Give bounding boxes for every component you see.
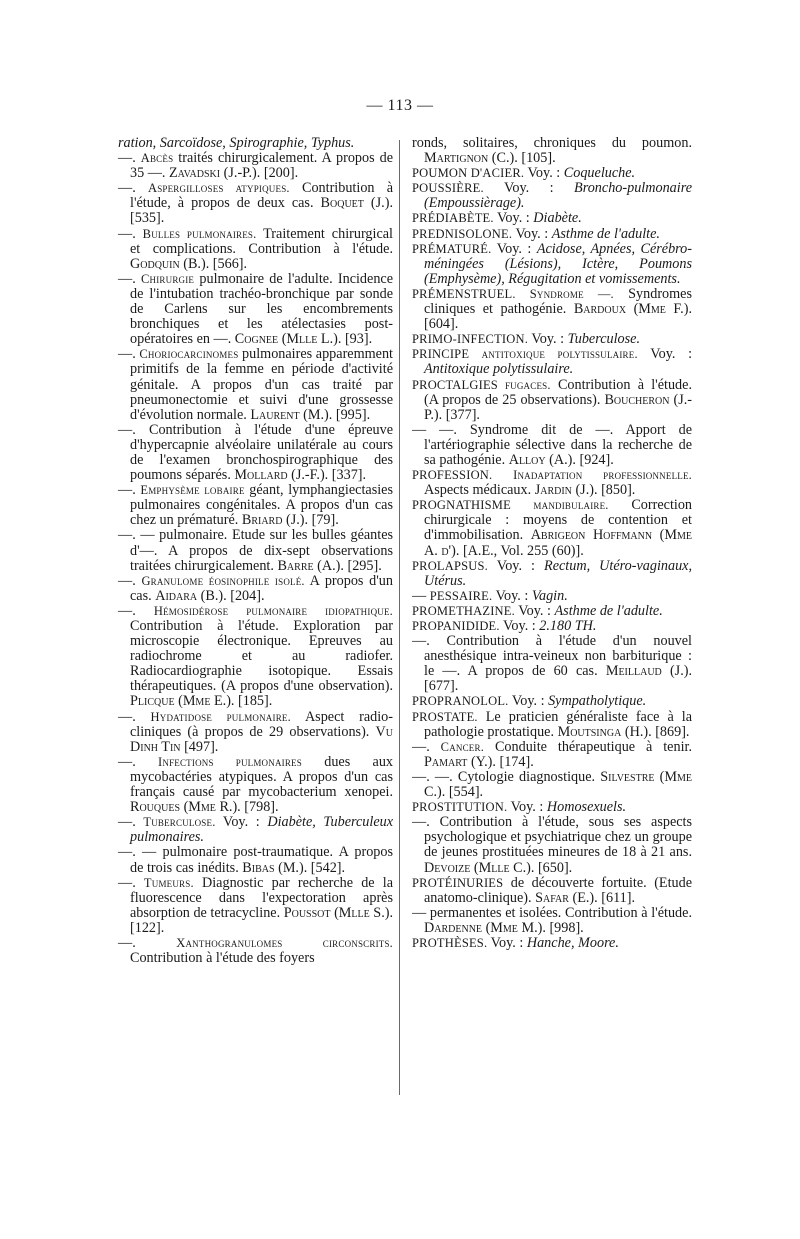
entry-lead: —. (118, 346, 136, 363)
entry-author: Zavadski (J.-P.). (169, 165, 261, 182)
entry-citation: [174]. (499, 753, 534, 770)
entry-text: dues aux mycobactéries atypiques. A propos d'un cas français causé par mycobacterium xenopei. (130, 753, 394, 801)
entry-heading: Granulome éosinophile isolé. (141, 573, 305, 588)
index-entry (412, 242, 692, 287)
entry-author: Devoize (Mlle C.). (424, 859, 535, 876)
entry-heading: POUSSIÈRE. (412, 181, 484, 196)
index-entry (412, 815, 692, 875)
entry-heading: Tuberculose. (143, 815, 216, 830)
index-entry (118, 604, 393, 710)
index-entry (118, 347, 393, 422)
entry-text: Voy. : (531, 331, 565, 348)
index-entry (412, 136, 692, 166)
entry-text: de découverte fortuite. (Etude anatomo-clinique). (424, 874, 693, 906)
index-entry (412, 770, 692, 800)
index-entry (412, 347, 692, 377)
index-entry (412, 287, 692, 332)
index-entry (412, 211, 692, 226)
entry-lead: —. (118, 708, 136, 725)
entry-heading: PROTÉINURIES (412, 875, 504, 890)
entry-heading: Xanthogranulomes circonscrits. (176, 935, 394, 950)
entry-heading: PROSTATE. (412, 709, 478, 724)
index-entry (412, 876, 692, 906)
entry-heading: PROPRANOLOL. (412, 694, 509, 709)
entry-lead: —. — (118, 527, 155, 544)
entry-citation: [105]. (521, 150, 556, 167)
entry-reference-italic: Antitoxique polytissulaire. (424, 361, 574, 378)
index-entry (412, 634, 692, 694)
entry-heading: Bulles pulmonaires. (142, 226, 257, 241)
entry-author: Poussot (Mlle S.). (283, 904, 394, 921)
entry-text: Contribution à l'étude. (A propos de 25 observations). (424, 376, 692, 408)
entry-heading: PRÉMENSTRUEL. Syndrome —. (412, 286, 614, 301)
entry-citation: [497]. (184, 738, 219, 755)
right-column (412, 136, 692, 951)
entry-author: Jardin (J.). (534, 482, 598, 499)
entry-reference-italic: Hanche, Moore. (526, 934, 619, 951)
entry-author: Bardoux (Mme F.). (573, 301, 692, 318)
entry-author: Rouques (Mme R.). (130, 799, 241, 816)
page-number: — 113 — (366, 97, 434, 114)
entry-text: Voy. : (504, 180, 554, 197)
index-entry (118, 151, 393, 181)
entry-heading: PROLAPSUS. (412, 558, 488, 573)
entry-reference-italic: Homosexuels. (546, 799, 627, 816)
entry-reference-italic: Acidose, Apnées, Cérébro-méningées (Lésions), Ictère, Poumons (Emphysème), Régugitation et vomissements. (424, 240, 692, 287)
entry-heading: PROFESSION. Inadaptation professionnelle. (412, 468, 692, 483)
entry-reference-italic: Asthme de l'adulte. (554, 602, 663, 619)
entry-reference-italic: Tuberculose. (567, 331, 641, 348)
entry-text: Le praticien généraliste face à la pathologie prostatique. (424, 708, 692, 740)
entry-citation: [185]. (238, 693, 273, 710)
entry-heading: PESSAIRE. (429, 588, 493, 603)
entry-text: Voy. : (222, 814, 260, 831)
entry-author: Silvestre (Mme C.). (424, 768, 693, 801)
entry-text: Contribution à l'étude d'une épreuve d'hypercapnie alvéolaire unilatérale au cours de l'examen bronchospirographique des poumons séparés. (130, 421, 394, 484)
entry-reference-italic: Diabète, Tuberculeux pulmonaires. (130, 814, 394, 846)
index-entry (412, 468, 692, 498)
entry-lead: —. (412, 814, 430, 831)
entry-reference-italic: Asthme de l'adulte. (551, 225, 660, 242)
entry-reference-italic: Coqueluche. (563, 165, 636, 182)
entry-citation: [998]. (549, 919, 584, 936)
entry-text: Aspects médicaux. (424, 482, 532, 499)
entry-author: Dardenne (Mme M.). (424, 919, 546, 936)
entry-author: Vu Dinh Tin (130, 723, 393, 755)
index-entry (118, 423, 393, 483)
entry-heading: PRÉMATURÉ. (412, 241, 492, 256)
entry-text: Voy. : (510, 799, 544, 816)
entry-text: Voy. : (496, 240, 532, 257)
entry-reference-italic: Sympatholytique. (548, 693, 647, 710)
entry-heading: PROSTITUTION. (412, 800, 508, 815)
entry-citation: [924]. (579, 451, 614, 468)
entry-reference-italic: 2.180 TH. (539, 618, 597, 634)
entry-text: Diagnostic par recherche de la fluorescence dans l'expectoration après absorption de tetracycline. (130, 874, 394, 921)
entry-lead: —. (412, 738, 430, 755)
entry-citation: [122]. (130, 919, 165, 936)
entry-text: pulmonaire post-traumatique. A propos de trois cas inédits. (130, 844, 393, 876)
index-entry (118, 815, 393, 845)
entry-heading: PROTHÈSES. (412, 935, 488, 950)
entry-lead: —. (118, 421, 136, 438)
index-entry (412, 800, 692, 815)
entry-author: Martignon (C.). (424, 150, 518, 167)
entry-citation: [337]. (331, 467, 367, 484)
index-entry (118, 574, 393, 604)
entry-text: Voy. : (650, 346, 693, 363)
entry-lead: —. (118, 753, 136, 770)
index-entry (118, 845, 393, 875)
index-entry (118, 272, 393, 347)
entry-text: ronds, solitaires, chroniques du poumon. (412, 135, 692, 151)
entry-reference-italic: Broncho-pulmonaire (Empoussièrage). (424, 180, 692, 212)
entry-author: Boucheron (J.-P.). (424, 391, 693, 423)
entry-reference-italic: Rectum, Utéro-vaginaux, Utérus. (424, 557, 693, 589)
left-column (118, 136, 393, 966)
entry-text: pulmonaires apparemment primitifs de la femme en période d'activité génitale. A propos d'un cas traité par pneumonectomie et suivi d'une grossesse d'évolution normale. (130, 346, 393, 423)
entry-citation: [869]. (655, 723, 690, 740)
entry-lead: —. (118, 225, 136, 242)
entry-text: A propos d'un cas. (130, 572, 393, 604)
index-entry (118, 936, 393, 966)
entry-text: traités chirurgicalement. A propos de 35 —. (130, 150, 394, 182)
entry-citation: [650]. (537, 859, 573, 876)
entry-lead: — (412, 587, 427, 604)
index-entry (412, 378, 692, 423)
entry-author: Aidara (B.). (155, 587, 227, 604)
entry-lead: —. (118, 602, 136, 619)
entry-heading: POUMON D'ACIER. (412, 166, 525, 181)
index-entry (412, 710, 692, 740)
entry-citation: [377]. (445, 406, 480, 423)
entry-heading: PRINCIPE antitoxique polytissulaire. (412, 347, 638, 362)
entry-text: Contribution à l'étude des foyers (130, 950, 315, 967)
index-entry (118, 483, 393, 528)
entry-author: Meillaud (J.). (605, 663, 693, 680)
entry-citation: [604]. (424, 316, 459, 333)
entry-text: Syndrome dit de —. Apport de l'artériographie sélective dans la recherche de sa pathogénie. (424, 421, 693, 468)
entry-reference-italic: ration, Sarcoïdose, Spirographie, Typhus. (118, 135, 355, 151)
entry-lead: —. (118, 814, 136, 831)
entry-citation: [677]. (424, 678, 459, 695)
entry-heading: PROMETHAZINE. (412, 603, 515, 618)
index-entry (412, 227, 692, 242)
entry-heading: PREDNISOLONE. (412, 226, 513, 241)
entry-author: Barre (A.). (277, 557, 344, 574)
entry-citation: [535]. (130, 210, 165, 227)
entry-author: Godquin (B.). (130, 255, 210, 272)
entry-author: Laurent (M.). (250, 406, 333, 423)
entry-lead: —. (118, 482, 136, 499)
entry-text: Voy. : (503, 618, 536, 634)
index-entry (118, 710, 393, 755)
entry-author: Bibas (M.). (242, 859, 308, 876)
entry-lead: — —. (412, 421, 457, 438)
entry-lead: —. (118, 934, 136, 951)
entry-heading: PRIMO-INFECTION. (412, 332, 529, 347)
entry-heading: Tumeurs. (143, 875, 194, 890)
entry-lead: —. — (118, 844, 157, 861)
entry-heading: PROCTALGIES fugaces. (412, 377, 551, 392)
index-entry (412, 589, 692, 604)
entry-text: Contribution à l'étude. Exploration par microscopie électronique. Epreuves au radiochrome et au radiofer. Radiocardiographie isotopique. Essais thérapeutiques. (A propos d'une observation). (130, 618, 393, 695)
entry-lead: — (412, 904, 427, 921)
entry-lead: —. (118, 270, 136, 287)
entry-author: Pamart (Y.). (424, 753, 496, 770)
entry-heading: Hémosidérose pulmonaire idiopathique. (153, 603, 393, 618)
entry-text: Contribution à l'étude, à propos de deux cas. (130, 180, 394, 212)
entry-citation: [204]. (230, 587, 265, 604)
entry-heading: PRÉDIABÈTE. (412, 211, 494, 226)
index-entry (412, 740, 692, 770)
index-entry (412, 332, 692, 347)
entry-citation: [611]. (601, 889, 636, 906)
index-entry (118, 876, 393, 936)
entry-lead: —. (118, 150, 136, 167)
entry-author: Abrigeon Hoffmann (Mme A. d'). (424, 527, 692, 559)
entry-text: Correction chirurgicale : moyens de contention et d'immobilisation. (424, 497, 693, 544)
entry-text: Voy. : (527, 165, 561, 182)
entry-citation: [566]. (212, 255, 248, 272)
index-entry (118, 528, 393, 573)
entry-author: Plicque (Mme E.). (130, 693, 235, 710)
entry-text: Syndromes cliniques et pathogénie. (424, 285, 692, 318)
entry-text: Aspect radio-cliniques (à propos de 29 observations). (130, 708, 393, 740)
entry-citation: [850]. (601, 482, 636, 499)
entry-heading: Chirurgie (141, 271, 195, 286)
index-entry (412, 906, 692, 936)
index-entry (412, 498, 692, 558)
entry-text: Conduite thérapeutique à tenir. (494, 738, 692, 755)
entry-text: géant, lymphangiectasies pulmonaires congénitales. A propos d'un cas chez un prématuré. (130, 482, 393, 529)
entry-citation: [79]. (311, 512, 339, 529)
entry-citation: [295]. (347, 557, 382, 574)
entry-text: Voy. : (497, 210, 530, 227)
index-entry (412, 423, 692, 468)
entry-text: Voy. : (490, 934, 524, 951)
index-entry (412, 694, 692, 709)
entry-author: Safar (E.). (535, 889, 598, 906)
index-entry (118, 136, 393, 151)
entry-text: Voy. : (495, 587, 529, 604)
index-entry (412, 604, 692, 619)
entry-lead: —. (118, 572, 136, 589)
index-entry (412, 181, 692, 211)
entry-citation: [554]. (448, 784, 484, 801)
entry-reference-italic: Vagin. (531, 587, 568, 604)
entry-text: Voy. : (511, 693, 545, 710)
entry-heading: PROGNATHISME mandibulaire. (412, 498, 609, 513)
index-entry (412, 166, 692, 181)
entry-text: pulmonaire. Etude sur les bulles géantes d'—. A propos de dix-sept observations traitées chirurgicalement. (130, 527, 394, 574)
entry-text: pulmonaire de l'adulte. Incidence de l'intubation trachéo-bronchique par sonde de Carlens sur les encombrements bronchiques et les atélectasies post-opératoires en —. (130, 270, 394, 348)
entry-citation: [542]. (310, 859, 346, 876)
entry-text: Traitement chirurgical et complications. Contribution à l'étude. (130, 225, 393, 257)
entry-heading: PROPANIDIDE. (412, 619, 500, 633)
entry-text: permanentes et isolées. Contribution à l'étude. (429, 904, 692, 921)
entry-author: Boquet (J.). (320, 195, 393, 212)
column-divider (399, 140, 400, 1095)
index-entry (412, 559, 692, 589)
entry-citation: [A.E., Vol. 255 (60)]. (462, 542, 584, 559)
entry-author: Moutsinga (H.). (557, 723, 652, 740)
entry-heading: Emphysème lobaire (140, 483, 245, 498)
index-entry (412, 619, 692, 634)
entry-heading: Infections pulmonaires (158, 754, 302, 769)
entry-lead: —. (118, 874, 136, 891)
entry-author: Briard (J.). (241, 512, 309, 529)
entry-heading: Aspergilloses atypiques. (147, 181, 290, 196)
entry-heading: Abcès (140, 151, 174, 166)
entry-heading: Hydatidose pulmonaire. (150, 709, 291, 724)
index-entry (118, 755, 393, 815)
entry-heading: Cancer. (440, 739, 485, 754)
entry-text: Contribution à l'étude d'un nouvel anesthésique intra-veineux non barbiturique : le —. A propos de 60 cas. (424, 633, 692, 680)
entry-text: Voy. : (515, 225, 549, 242)
entry-heading: Choriocarcinomes (139, 347, 239, 362)
entry-author: Alloy (A.). (508, 451, 576, 468)
entry-text: Contribution à l'étude, sous ses aspects psychologique et psychiatrique chez un groupe de jeunes prostituées mineures de 18 à 21 ans. (424, 814, 692, 861)
index-entry (118, 181, 393, 226)
entry-citation: [995]. (335, 406, 371, 423)
entry-lead: —. (118, 180, 136, 197)
index-entry (412, 936, 692, 951)
entry-reference-italic: Diabète. (533, 210, 582, 227)
entry-citation: [93]. (344, 331, 373, 348)
entry-author: Cognee (Mlle L.). (234, 331, 342, 348)
entry-lead: —. (412, 633, 430, 650)
index-entry (118, 227, 393, 272)
entry-lead: —. —. (412, 768, 453, 785)
entry-citation: [798]. (244, 799, 279, 816)
entry-citation: [200]. (263, 165, 299, 182)
entry-author: Mollard (J.-F.). (234, 467, 329, 484)
entry-text: Voy. : (496, 557, 535, 574)
entry-text: Cytologie diagnostique. (457, 768, 596, 785)
entry-text: Voy. : (518, 602, 551, 619)
